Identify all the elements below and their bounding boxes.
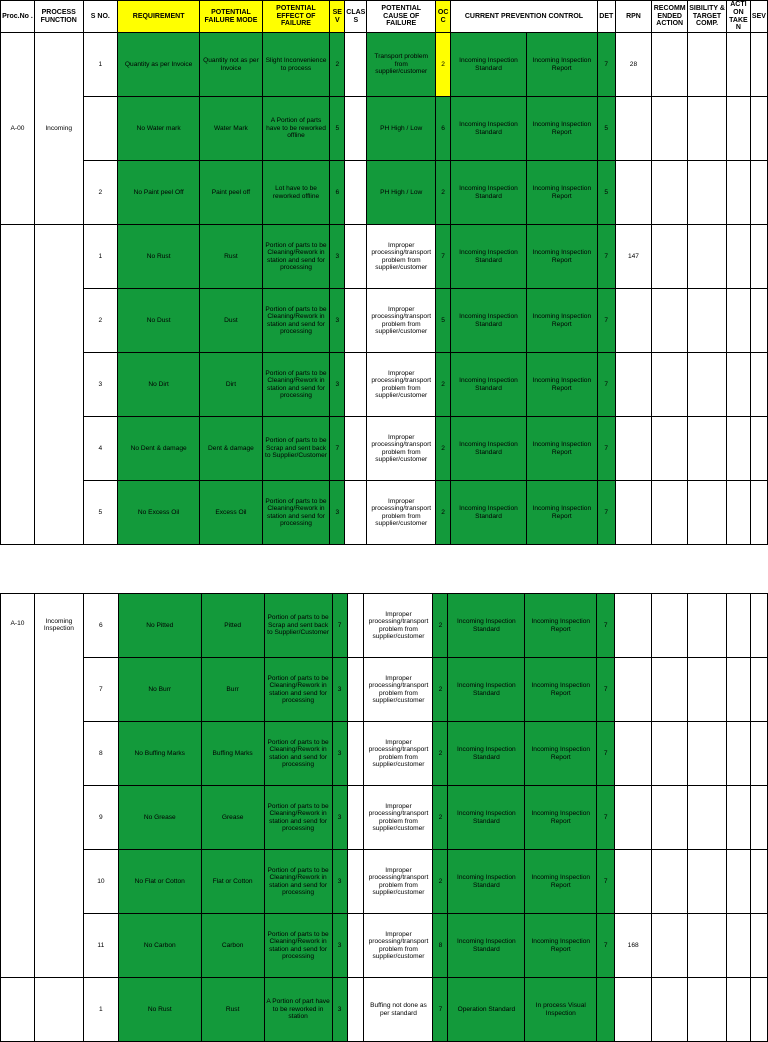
cause-cell: Improper processing/transport problem from supplier/customer — [367, 481, 436, 545]
effect-cell: Portion of parts to be Cleaning/Rework in station and send for processing — [264, 722, 332, 786]
s-no-cell: 2 — [83, 161, 117, 225]
class-cell — [347, 978, 364, 1042]
failure-mode-cell: Excess Oil — [200, 481, 262, 545]
cause-cell: Improper processing/transport problem from supplier/customer — [367, 353, 436, 417]
detection-cell: 7 — [597, 225, 615, 289]
rpn-cell — [615, 658, 652, 722]
severity-cell: 6 — [330, 161, 345, 225]
detection-control-cell: In process Visual Inspection — [525, 978, 597, 1042]
recommended-action-cell — [652, 850, 688, 914]
rpn-cell — [615, 289, 651, 353]
cause-cell: Improper processing/transport problem from supplier/customer — [364, 722, 433, 786]
requirement-cell: No Rust — [118, 225, 200, 289]
table-row — [1, 722, 768, 786]
rpn-cell — [615, 978, 652, 1042]
action-taken-cell — [726, 33, 750, 97]
responsibility-cell — [688, 289, 727, 353]
s-no-cell: 10 — [83, 850, 118, 914]
sev-result-cell — [750, 658, 767, 722]
responsibility-cell — [688, 722, 727, 786]
requirement-cell: No Dent & damage — [118, 417, 200, 481]
effect-cell: Portion of parts to be Scrap and sent back to Supplier/Customer — [262, 417, 330, 481]
severity-cell: 3 — [332, 658, 347, 722]
detection-control-cell: Incoming Inspection Report — [525, 658, 597, 722]
sev-result-cell — [750, 786, 767, 850]
cause-cell: Improper processing/transport problem from supplier/customer — [367, 225, 436, 289]
table-row — [1, 353, 768, 417]
occurrence-cell: 5 — [436, 289, 451, 353]
detection-control-cell: Incoming Inspection Report — [526, 353, 597, 417]
requirement-cell: No Dirt — [118, 353, 200, 417]
detection-cell: 7 — [597, 417, 615, 481]
responsibility-cell — [688, 161, 727, 225]
occurrence-cell: 6 — [436, 97, 451, 161]
occurrence-cell: 2 — [433, 786, 448, 850]
severity-cell: 7 — [332, 594, 347, 658]
severity-cell: 3 — [332, 786, 347, 850]
header-effect: POTENTIAL EFFECT OF FAILURE — [262, 1, 330, 33]
s-no-cell: 4 — [83, 417, 117, 481]
detection-cell: 7 — [597, 658, 615, 722]
sev-result-cell — [750, 161, 767, 225]
class-cell — [345, 33, 367, 97]
rpn-cell — [615, 353, 651, 417]
class-cell — [347, 850, 364, 914]
rpn-cell — [615, 417, 651, 481]
severity-cell: 5 — [330, 97, 345, 161]
s-no-cell — [83, 97, 117, 161]
class-cell — [345, 225, 367, 289]
requirement-cell: No Excess Oil — [118, 481, 200, 545]
detection-cell: 7 — [597, 914, 615, 978]
sev-result-cell — [750, 353, 767, 417]
table-row — [1, 914, 768, 978]
table-row — [1, 481, 768, 545]
table-row — [1, 417, 768, 481]
proc-no-cell — [1, 225, 35, 545]
severity-cell: 3 — [332, 914, 347, 978]
header-requirement: REQUIREMENT — [118, 1, 200, 33]
process-function-cell — [34, 978, 83, 1042]
requirement-cell: No Rust — [118, 978, 201, 1042]
responsibility-cell — [688, 978, 727, 1042]
detection-control-cell: Incoming Inspection Report — [525, 722, 597, 786]
requirement-cell: No Pitted — [118, 594, 201, 658]
action-taken-cell — [726, 289, 750, 353]
prevention-control-cell: Operation Standard — [448, 978, 525, 1042]
detection-control-cell: Incoming Inspection Report — [526, 97, 597, 161]
table-row — [1, 97, 768, 161]
occurrence-cell: 8 — [433, 914, 448, 978]
effect-cell: A Portion of part have to be reworked in station — [264, 978, 332, 1042]
cause-cell: Improper processing/transport problem from supplier/customer — [364, 850, 433, 914]
action-taken-cell — [726, 658, 750, 722]
prevention-control-cell: Incoming Inspection Standard — [451, 97, 527, 161]
requirement-cell: No Flat or Cotton — [118, 850, 201, 914]
prevention-control-cell: Incoming Inspection Standard — [451, 225, 527, 289]
sev-result-cell — [750, 225, 767, 289]
table-row — [1, 850, 768, 914]
action-taken-cell — [726, 481, 750, 545]
header-process-function: PROCESS FUNCTION — [34, 1, 83, 33]
prevention-control-cell: Incoming Inspection Standard — [451, 289, 527, 353]
rpn-cell — [615, 161, 651, 225]
sev-result-cell — [750, 289, 767, 353]
recommended-action-cell — [652, 353, 688, 417]
occurrence-cell: 2 — [433, 722, 448, 786]
recommended-action-cell — [652, 594, 688, 658]
severity-cell: 3 — [330, 225, 345, 289]
prevention-control-cell: Incoming Inspection Standard — [448, 658, 525, 722]
failure-mode-cell: Rust — [201, 978, 264, 1042]
cause-cell: Buffing not done as per standard — [364, 978, 433, 1042]
failure-mode-cell: Dent & damage — [200, 417, 262, 481]
detection-control-cell: Incoming Inspection Report — [525, 786, 597, 850]
occurrence-cell: 2 — [436, 417, 451, 481]
requirement-cell: No Burr — [118, 658, 201, 722]
cause-cell: Improper processing/transport problem from supplier/customer — [364, 594, 433, 658]
detection-control-cell: Incoming Inspection Report — [525, 594, 597, 658]
sev-result-cell — [750, 850, 767, 914]
prevention-control-cell: Incoming Inspection Standard — [448, 914, 525, 978]
sev-result-cell — [750, 914, 767, 978]
header-prevention: CURRENT PREVENTION CONTROL — [451, 1, 598, 33]
cause-cell: Improper processing/transport problem from supplier/customer — [364, 658, 433, 722]
detection-cell: 7 — [597, 594, 615, 658]
class-cell — [347, 722, 364, 786]
action-taken-cell — [726, 850, 750, 914]
severity-cell: 3 — [330, 481, 345, 545]
detection-control-cell: Incoming Inspection Report — [525, 850, 597, 914]
detection-cell: 7 — [597, 33, 615, 97]
detection-control-cell: Incoming Inspection Report — [525, 914, 597, 978]
table-row — [1, 161, 768, 225]
header-action-taken: ACTI ON TAKE N — [726, 1, 750, 33]
effect-cell: Slight Inconvenience to process — [262, 33, 330, 97]
severity-cell: 3 — [332, 722, 347, 786]
rpn-cell — [615, 97, 651, 161]
action-taken-cell — [726, 594, 750, 658]
table-row — [1, 225, 768, 289]
class-cell — [345, 417, 367, 481]
requirement-cell: Quantity as per Invoice — [118, 33, 200, 97]
recommended-action-cell — [652, 161, 688, 225]
header-cause: POTENTIAL CAUSE OF FAILURE — [367, 1, 436, 33]
recommended-action-cell — [652, 978, 688, 1042]
requirement-cell: No Dust — [118, 289, 200, 353]
s-no-cell: 8 — [83, 722, 118, 786]
prevention-control-cell: Incoming Inspection Standard — [448, 850, 525, 914]
sev-result-cell — [750, 722, 767, 786]
recommended-action-cell — [652, 481, 688, 545]
failure-mode-cell: Quantity not as per Invoice — [200, 33, 262, 97]
responsibility-cell — [688, 97, 727, 161]
cause-cell: Improper processing/transport problem from supplier/customer — [364, 914, 433, 978]
class-cell — [345, 481, 367, 545]
sev-result-cell — [750, 978, 767, 1042]
table-row — [1, 33, 768, 97]
failure-mode-cell: Buffing Marks — [201, 722, 264, 786]
effect-cell: Portion of parts to be Cleaning/Rework in station and send for processing — [264, 786, 332, 850]
requirement-cell: No Buffing Marks — [118, 722, 201, 786]
header-sev-2: SEV — [750, 1, 767, 33]
header-failure-mode: POTENTIAL FAILURE MODE — [200, 1, 262, 33]
s-no-cell: 2 — [83, 289, 117, 353]
requirement-cell: No Grease — [118, 786, 201, 850]
occurrence-cell: 2 — [436, 353, 451, 417]
rpn-cell — [615, 481, 651, 545]
action-taken-cell — [726, 225, 750, 289]
responsibility-cell — [688, 658, 727, 722]
failure-mode-cell: Burr — [201, 658, 264, 722]
occurrence-cell: 2 — [436, 161, 451, 225]
recommended-action-cell — [652, 786, 688, 850]
proc-no-cell: A-10 — [1, 594, 35, 978]
severity-cell: 3 — [330, 289, 345, 353]
rpn-cell — [615, 594, 652, 658]
detection-cell: 7 — [597, 289, 615, 353]
prevention-control-cell: Incoming Inspection Standard — [448, 594, 525, 658]
recommended-action-cell — [652, 722, 688, 786]
effect-cell: Portion of parts to be Cleaning/Rework in station and send for processing — [264, 658, 332, 722]
detection-cell: 5 — [597, 97, 615, 161]
failure-mode-cell: Flat or Cotton — [201, 850, 264, 914]
class-cell — [347, 786, 364, 850]
class-cell — [347, 658, 364, 722]
effect-cell: Portion of parts to be Cleaning/Rework in station and send for processing — [262, 353, 330, 417]
detection-control-cell: Incoming Inspection Report — [526, 417, 597, 481]
sev-result-cell — [750, 97, 767, 161]
requirement-cell: No Carbon — [118, 914, 201, 978]
occurrence-cell: 2 — [433, 594, 448, 658]
prevention-control-cell: Incoming Inspection Standard — [451, 161, 527, 225]
occurrence-cell: 7 — [436, 225, 451, 289]
cause-cell: PH High / Low — [367, 97, 436, 161]
detection-cell: 7 — [597, 353, 615, 417]
recommended-action-cell — [652, 658, 688, 722]
fmea-table-section-2 — [0, 593, 768, 1042]
action-taken-cell — [726, 914, 750, 978]
prevention-control-cell: Incoming Inspection Standard — [451, 481, 527, 545]
rpn-cell — [615, 722, 652, 786]
action-taken-cell — [726, 97, 750, 161]
s-no-cell: 11 — [83, 914, 118, 978]
cause-cell: PH High / Low — [367, 161, 436, 225]
header-occ: OC C — [436, 1, 451, 33]
recommended-action-cell — [652, 289, 688, 353]
effect-cell: Portion of parts to be Scrap and sent back to Supplier/Customer — [264, 594, 332, 658]
occurrence-cell: 2 — [436, 33, 451, 97]
sev-result-cell — [750, 417, 767, 481]
class-cell — [347, 914, 364, 978]
responsibility-cell — [688, 353, 727, 417]
header-row — [1, 1, 768, 33]
proc-no-cell: A-00 — [1, 33, 35, 225]
header-sev: SE V — [330, 1, 345, 33]
rpn-cell — [615, 786, 652, 850]
effect-cell: Lot have to be reworked offline — [262, 161, 330, 225]
detection-control-cell: Incoming Inspection Report — [526, 481, 597, 545]
failure-mode-cell: Grease — [201, 786, 264, 850]
s-no-cell: 6 — [83, 594, 118, 658]
occurrence-cell: 2 — [436, 481, 451, 545]
responsibility-cell — [688, 225, 727, 289]
detection-cell: 7 — [597, 786, 615, 850]
cause-cell: Transport problem from supplier/customer — [367, 33, 436, 97]
occurrence-cell: 2 — [433, 850, 448, 914]
prevention-control-cell: Incoming Inspection Standard — [451, 417, 527, 481]
table-row — [1, 594, 768, 658]
responsibility-cell — [688, 786, 727, 850]
sev-result-cell — [750, 33, 767, 97]
recommended-action-cell — [652, 97, 688, 161]
responsibility-cell — [688, 481, 727, 545]
header-recommended-action: RECOMM ENDED ACTION — [652, 1, 688, 33]
cause-cell: Improper processing/transport problem from supplier/customer — [364, 786, 433, 850]
occurrence-cell: 7 — [433, 978, 448, 1042]
detection-control-cell: Incoming Inspection Report — [526, 289, 597, 353]
header-class: CLAS S — [345, 1, 367, 33]
action-taken-cell — [726, 353, 750, 417]
action-taken-cell — [726, 417, 750, 481]
recommended-action-cell — [652, 914, 688, 978]
failure-mode-cell: Pitted — [201, 594, 264, 658]
header-s-no: S NO. — [83, 1, 117, 33]
occurrence-cell: 2 — [433, 658, 448, 722]
class-cell — [345, 353, 367, 417]
action-taken-cell — [726, 978, 750, 1042]
sev-result-cell — [750, 481, 767, 545]
table-row — [1, 289, 768, 353]
severity-cell: 2 — [330, 33, 345, 97]
detection-control-cell: Incoming Inspection Report — [526, 33, 597, 97]
effect-cell: Portion of parts to be Cleaning/Rework in station and send for processing — [264, 914, 332, 978]
prevention-control-cell: Incoming Inspection Standard — [451, 33, 527, 97]
requirement-cell: No Paint peel Off — [118, 161, 200, 225]
rpn-cell: 28 — [615, 33, 651, 97]
process-function-cell: Incoming — [34, 33, 83, 225]
proc-no-cell — [1, 978, 35, 1042]
header-responsibility: SIBILITY & TARGET COMP. — [688, 1, 727, 33]
responsibility-cell — [688, 33, 727, 97]
action-taken-cell — [726, 722, 750, 786]
s-no-cell: 1 — [83, 978, 118, 1042]
prevention-control-cell: Incoming Inspection Standard — [448, 786, 525, 850]
responsibility-cell — [688, 417, 727, 481]
rpn-cell: 147 — [615, 225, 651, 289]
action-taken-cell — [726, 161, 750, 225]
effect-cell: Portion of parts to be Cleaning/Rework in station and send for processing — [262, 481, 330, 545]
responsibility-cell — [688, 850, 727, 914]
severity-cell: 3 — [330, 353, 345, 417]
failure-mode-cell: Water Mark — [200, 97, 262, 161]
recommended-action-cell — [652, 417, 688, 481]
s-no-cell: 9 — [83, 786, 118, 850]
failure-mode-cell: Dirt — [200, 353, 262, 417]
table-row — [1, 658, 768, 722]
s-no-cell: 1 — [83, 225, 117, 289]
detection-cell — [597, 978, 615, 1042]
failure-mode-cell: Carbon — [201, 914, 264, 978]
detection-cell: 7 — [597, 850, 615, 914]
severity-cell: 3 — [332, 850, 347, 914]
class-cell — [347, 594, 364, 658]
failure-mode-cell: Dust — [200, 289, 262, 353]
header-proc-no: Proc.No . — [1, 1, 35, 33]
sev-result-cell — [750, 594, 767, 658]
s-no-cell: 5 — [83, 481, 117, 545]
rpn-cell: 168 — [615, 914, 652, 978]
s-no-cell: 1 — [83, 33, 117, 97]
class-cell — [345, 161, 367, 225]
process-function-cell — [34, 225, 83, 545]
severity-cell: 3 — [332, 978, 347, 1042]
detection-control-cell: Incoming Inspection Report — [526, 161, 597, 225]
table-row — [1, 978, 768, 1042]
effect-cell: Portion of parts to be Cleaning/Rework in station and send for processing — [262, 225, 330, 289]
effect-cell: A Portion of parts have to be reworked offline — [262, 97, 330, 161]
prevention-control-cell: Incoming Inspection Standard — [451, 353, 527, 417]
detection-cell: 7 — [597, 722, 615, 786]
responsibility-cell — [688, 914, 727, 978]
class-cell — [345, 289, 367, 353]
requirement-cell: No Water mark — [118, 97, 200, 161]
s-no-cell: 7 — [83, 658, 118, 722]
header-det: DET — [597, 1, 615, 33]
effect-cell: Portion of parts to be Cleaning/Rework in station and send for processing — [264, 850, 332, 914]
process-function-cell: Incoming Inspection — [34, 594, 83, 978]
detection-cell: 5 — [597, 161, 615, 225]
prevention-control-cell: Incoming Inspection Standard — [448, 722, 525, 786]
cause-cell: Improper processing/transport problem from supplier/customer — [367, 289, 436, 353]
effect-cell: Portion of parts to be Cleaning/Rework in station and send for processing — [262, 289, 330, 353]
action-taken-cell — [726, 786, 750, 850]
table-row — [1, 786, 768, 850]
recommended-action-cell — [652, 225, 688, 289]
s-no-cell: 3 — [83, 353, 117, 417]
header-rpn: RPN — [615, 1, 651, 33]
page-gap — [0, 548, 768, 593]
responsibility-cell — [688, 594, 727, 658]
failure-mode-cell: Paint peel off — [200, 161, 262, 225]
severity-cell: 7 — [330, 417, 345, 481]
cause-cell: Improper processing/transport problem from supplier/customer — [367, 417, 436, 481]
class-cell — [345, 97, 367, 161]
rpn-cell — [615, 850, 652, 914]
recommended-action-cell — [652, 33, 688, 97]
detection-control-cell: Incoming Inspection Report — [526, 225, 597, 289]
failure-mode-cell: Rust — [200, 225, 262, 289]
detection-cell: 7 — [597, 481, 615, 545]
